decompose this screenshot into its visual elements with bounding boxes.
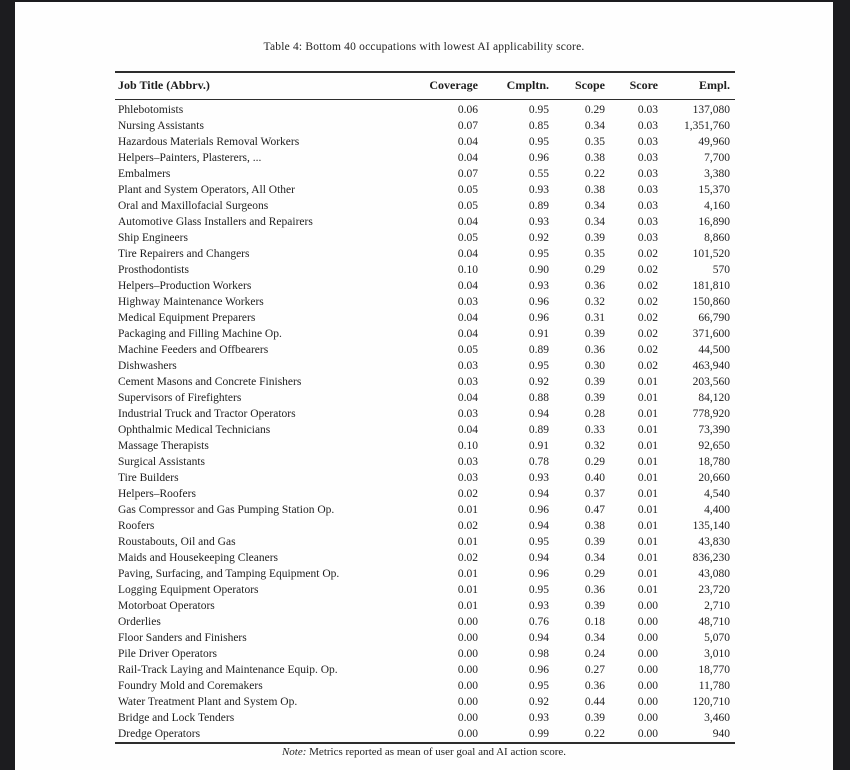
empl-cell: 43,080: [698, 568, 730, 580]
table-row: [115, 534, 735, 550]
table-header: [115, 72, 735, 100]
score-cell: 0.02: [637, 296, 658, 308]
scope-cell: 0.39: [584, 376, 605, 388]
occupations-table: [115, 71, 735, 744]
score-cell: 0.00: [637, 712, 658, 724]
cmpltn-cell: 0.96: [528, 504, 549, 516]
coverage-cell: 0.00: [457, 616, 478, 628]
scope-cell: 0.39: [584, 232, 605, 244]
empl-cell: 4,400: [704, 504, 730, 516]
table-row: [115, 150, 735, 166]
cmpltn-cell: 0.95: [528, 584, 549, 596]
cmpltn-cell: 0.92: [528, 376, 549, 388]
scope-cell: 0.39: [584, 600, 605, 612]
score-cell: 0.02: [637, 312, 658, 324]
empl-cell: 44,500: [698, 344, 730, 356]
scope-cell: 0.47: [584, 504, 605, 516]
job-title-cell: Helpers–Painters, Plasterers, ...: [118, 152, 262, 164]
coverage-cell: 0.04: [457, 328, 478, 340]
coverage-cell: 0.00: [457, 632, 478, 644]
coverage-cell: 0.00: [457, 728, 478, 740]
cmpltn-cell: 0.94: [528, 408, 549, 420]
job-title-cell: Bridge and Lock Tenders: [118, 712, 235, 724]
empl-cell: 135,140: [692, 520, 730, 532]
score-cell: 0.00: [637, 616, 658, 628]
coverage-cell: 0.00: [457, 696, 478, 708]
score-cell: 0.01: [637, 408, 658, 420]
score-cell: 0.01: [637, 568, 658, 580]
cmpltn-cell: 0.95: [528, 136, 549, 148]
table-row: [115, 550, 735, 566]
header-job-title: Job Title (Abbrv.): [115, 72, 415, 100]
scope-cell: 0.36: [584, 344, 605, 356]
coverage-cell: 0.06: [457, 104, 478, 116]
scope-cell: 0.38: [584, 152, 605, 164]
scope-cell: 0.35: [584, 136, 605, 148]
coverage-cell: 0.01: [457, 584, 478, 596]
empl-cell: 150,860: [692, 296, 730, 308]
cmpltn-cell: 0.96: [528, 296, 549, 308]
job-title-cell: Dishwashers: [118, 360, 177, 372]
table-row: [115, 262, 735, 278]
scope-cell: 0.24: [584, 648, 605, 660]
scope-cell: 0.34: [584, 200, 605, 212]
job-title-cell: Machine Feeders and Offbearers: [118, 344, 269, 356]
cmpltn-cell: 0.93: [528, 712, 549, 724]
coverage-cell: 0.10: [457, 440, 478, 452]
cmpltn-cell: 0.78: [528, 456, 549, 468]
empl-cell: 20,660: [698, 472, 730, 484]
table-row: [115, 278, 735, 294]
table-row: [115, 374, 735, 390]
job-title-cell: Automotive Glass Installers and Repairers: [118, 216, 313, 228]
score-cell: 0.01: [637, 456, 658, 468]
job-title-cell: Medical Equipment Preparers: [118, 312, 256, 324]
score-cell: 0.01: [637, 520, 658, 532]
header-coverage: Coverage: [415, 72, 478, 100]
job-title-cell: Surgical Assistants: [118, 456, 206, 468]
empl-cell: 43,830: [698, 536, 730, 548]
table-row: [115, 598, 735, 614]
coverage-cell: 0.00: [457, 712, 478, 724]
table-row: [115, 118, 735, 134]
job-title-cell: Packaging and Filling Machine Op.: [118, 328, 282, 340]
score-cell: 0.01: [637, 376, 658, 388]
job-title-cell: Industrial Truck and Tractor Operators: [118, 408, 296, 420]
empl-cell: 48,710: [698, 616, 730, 628]
job-title-cell: Ship Engineers: [118, 232, 188, 244]
table-row: [115, 182, 735, 198]
table-row: [115, 582, 735, 598]
empl-cell: 4,160: [704, 200, 730, 212]
scope-cell: 0.31: [584, 312, 605, 324]
coverage-cell: 0.07: [457, 120, 478, 132]
table-row: [115, 630, 735, 646]
score-cell: 0.03: [637, 232, 658, 244]
job-title-cell: Tire Builders: [118, 472, 179, 484]
job-title-cell: Highway Maintenance Workers: [118, 296, 264, 308]
job-title-cell: Oral and Maxillofacial Surgeons: [118, 200, 269, 212]
coverage-cell: 0.03: [457, 360, 478, 372]
job-title-cell: Helpers–Roofers: [118, 488, 196, 500]
score-cell: 0.00: [637, 696, 658, 708]
coverage-cell: 0.03: [457, 408, 478, 420]
score-cell: 0.03: [637, 216, 658, 228]
table-row: [115, 230, 735, 246]
scope-cell: 0.38: [584, 184, 605, 196]
table-caption: Table 4: Bottom 40 occupations with lowest AI applicability score.: [263, 41, 585, 53]
scope-cell: 0.39: [584, 536, 605, 548]
empl-cell: 2,710: [704, 600, 730, 612]
coverage-cell: 0.01: [457, 600, 478, 612]
table-row: [115, 646, 735, 662]
cmpltn-cell: 0.93: [528, 600, 549, 612]
job-title-cell: Motorboat Operators: [118, 600, 215, 612]
cmpltn-cell: 0.93: [528, 280, 549, 292]
table-row: [115, 438, 735, 454]
score-cell: 0.02: [637, 248, 658, 260]
empl-cell: 66,790: [698, 312, 730, 324]
cmpltn-cell: 0.91: [528, 440, 549, 452]
score-cell: 0.02: [637, 280, 658, 292]
empl-cell: 778,920: [692, 408, 730, 420]
table-row: [115, 342, 735, 358]
job-title-cell: Ophthalmic Medical Technicians: [118, 424, 271, 436]
coverage-cell: 0.03: [457, 376, 478, 388]
empl-cell: 3,460: [704, 712, 730, 724]
cmpltn-cell: 0.93: [528, 216, 549, 228]
scope-cell: 0.22: [584, 168, 605, 180]
score-cell: 0.01: [637, 552, 658, 564]
cmpltn-cell: 0.55: [528, 168, 549, 180]
empl-cell: 18,780: [698, 456, 730, 468]
coverage-cell: 0.01: [457, 536, 478, 548]
table-row: [115, 100, 735, 119]
cmpltn-cell: 0.94: [528, 488, 549, 500]
table-row: [115, 166, 735, 182]
empl-cell: 1,351,760: [684, 120, 730, 132]
cmpltn-cell: 0.98: [528, 648, 549, 660]
table-row: [115, 486, 735, 502]
scope-cell: 0.34: [584, 632, 605, 644]
scope-cell: 0.32: [584, 440, 605, 452]
empl-cell: 5,070: [704, 632, 730, 644]
scope-cell: 0.36: [584, 280, 605, 292]
table-row: [115, 518, 735, 534]
scope-cell: 0.29: [584, 104, 605, 116]
job-title-cell: Roustabouts, Oil and Gas: [118, 536, 236, 548]
scope-cell: 0.37: [584, 488, 605, 500]
cmpltn-cell: 0.95: [528, 360, 549, 372]
cmpltn-cell: 0.85: [528, 120, 549, 132]
coverage-cell: 0.00: [457, 680, 478, 692]
scope-cell: 0.36: [584, 584, 605, 596]
score-cell: 0.00: [637, 728, 658, 740]
note-text: Metrics reported as mean of user goal and AI action score.: [309, 746, 567, 758]
cmpltn-cell: 0.95: [528, 536, 549, 548]
scope-cell: 0.29: [584, 456, 605, 468]
job-title-cell: Dredge Operators: [118, 728, 201, 740]
score-cell: 0.00: [637, 680, 658, 692]
score-cell: 0.03: [637, 120, 658, 132]
table-body: [115, 100, 735, 744]
scope-cell: 0.32: [584, 296, 605, 308]
empl-cell: 18,770: [698, 664, 730, 676]
coverage-cell: 0.10: [457, 264, 478, 276]
scope-cell: 0.34: [584, 120, 605, 132]
score-cell: 0.03: [637, 136, 658, 148]
score-cell: 0.01: [637, 536, 658, 548]
table-row: [115, 358, 735, 374]
coverage-cell: 0.04: [457, 216, 478, 228]
header-cmpltn: Cmpltn.: [478, 72, 549, 100]
paper-page: [15, 2, 833, 770]
table-row: [115, 470, 735, 486]
empl-cell: 836,230: [692, 552, 730, 564]
coverage-cell: 0.00: [457, 664, 478, 676]
scope-cell: 0.35: [584, 248, 605, 260]
empl-cell: 371,600: [692, 328, 730, 340]
score-cell: 0.00: [637, 600, 658, 612]
coverage-cell: 0.03: [457, 456, 478, 468]
scope-cell: 0.33: [584, 424, 605, 436]
score-cell: 0.00: [637, 648, 658, 660]
scope-cell: 0.29: [584, 568, 605, 580]
job-title-cell: Logging Equipment Operators: [118, 584, 259, 596]
job-title-cell: Tire Repairers and Changers: [118, 248, 250, 260]
table-row: [115, 310, 735, 326]
cmpltn-cell: 0.96: [528, 312, 549, 324]
score-cell: 0.03: [637, 168, 658, 180]
coverage-cell: 0.05: [457, 200, 478, 212]
scope-cell: 0.22: [584, 728, 605, 740]
empl-cell: 16,890: [698, 216, 730, 228]
score-cell: 0.01: [637, 392, 658, 404]
score-cell: 0.01: [637, 488, 658, 500]
empl-cell: 463,940: [692, 360, 730, 372]
scope-cell: 0.34: [584, 216, 605, 228]
coverage-cell: 0.02: [457, 488, 478, 500]
scope-cell: 0.18: [584, 616, 605, 628]
empl-cell: 7,700: [704, 152, 730, 164]
table-row: [115, 454, 735, 470]
cmpltn-cell: 0.94: [528, 552, 549, 564]
job-title-cell: Hazardous Materials Removal Workers: [118, 136, 300, 148]
score-cell: 0.01: [637, 504, 658, 516]
job-title-cell: Helpers–Production Workers: [118, 280, 252, 292]
cmpltn-cell: 0.93: [528, 184, 549, 196]
scope-cell: 0.30: [584, 360, 605, 372]
coverage-cell: 0.03: [457, 472, 478, 484]
cmpltn-cell: 0.90: [528, 264, 549, 276]
score-cell: 0.02: [637, 344, 658, 356]
coverage-cell: 0.04: [457, 280, 478, 292]
table-row: [115, 662, 735, 678]
coverage-cell: 0.04: [457, 152, 478, 164]
cmpltn-cell: 0.88: [528, 392, 549, 404]
coverage-cell: 0.01: [457, 504, 478, 516]
table-row: [115, 614, 735, 630]
scope-cell: 0.34: [584, 552, 605, 564]
coverage-cell: 0.02: [457, 520, 478, 532]
table-row: [115, 246, 735, 262]
scope-cell: 0.28: [584, 408, 605, 420]
scope-cell: 0.29: [584, 264, 605, 276]
job-title-cell: Water Treatment Plant and System Op.: [118, 696, 298, 708]
coverage-cell: 0.05: [457, 184, 478, 196]
job-title-cell: Paving, Surfacing, and Tamping Equipment Op.: [118, 568, 340, 580]
cmpltn-cell: 0.89: [528, 344, 549, 356]
table-row: [115, 566, 735, 582]
score-cell: 0.02: [637, 264, 658, 276]
scope-cell: 0.40: [584, 472, 605, 484]
job-title-cell: Phlebotomists: [118, 104, 184, 116]
job-title-cell: Maids and Housekeeping Cleaners: [118, 552, 279, 564]
table-container: [115, 71, 735, 744]
table-row: [115, 134, 735, 150]
empl-cell: 84,120: [698, 392, 730, 404]
cmpltn-cell: 0.89: [528, 424, 549, 436]
cmpltn-cell: 0.89: [528, 200, 549, 212]
table-row: [115, 294, 735, 310]
empl-cell: 181,810: [692, 280, 730, 292]
job-title-cell: Foundry Mold and Coremakers: [118, 680, 263, 692]
score-cell: 0.01: [637, 440, 658, 452]
empl-cell: 137,080: [692, 104, 730, 116]
cmpltn-cell: 0.95: [528, 104, 549, 116]
scope-cell: 0.44: [584, 696, 605, 708]
coverage-cell: 0.05: [457, 344, 478, 356]
empl-cell: 73,390: [698, 424, 730, 436]
scope-cell: 0.36: [584, 680, 605, 692]
score-cell: 0.03: [637, 104, 658, 116]
job-title-cell: Prosthodontists: [118, 264, 189, 276]
coverage-cell: 0.04: [457, 424, 478, 436]
header-scope: Scope: [549, 72, 605, 100]
empl-cell: 4,540: [704, 488, 730, 500]
score-cell: 0.00: [637, 664, 658, 676]
scope-cell: 0.39: [584, 392, 605, 404]
coverage-cell: 0.04: [457, 312, 478, 324]
table-row: [115, 214, 735, 230]
table-row: [115, 502, 735, 518]
cmpltn-cell: 0.93: [528, 472, 549, 484]
job-title-cell: Nursing Assistants: [118, 120, 204, 132]
coverage-cell: 0.07: [457, 168, 478, 180]
cmpltn-cell: 0.94: [528, 632, 549, 644]
score-cell: 0.03: [637, 200, 658, 212]
score-cell: 0.01: [637, 472, 658, 484]
job-title-cell: Embalmers: [118, 168, 171, 180]
empl-cell: 11,780: [698, 680, 730, 692]
scope-cell: 0.39: [584, 712, 605, 724]
job-title-cell: Cement Masons and Concrete Finishers: [118, 376, 302, 388]
coverage-cell: 0.02: [457, 552, 478, 564]
empl-cell: 570: [712, 264, 730, 276]
table-row: [115, 710, 735, 726]
empl-cell: 49,960: [698, 136, 730, 148]
table-row: [115, 390, 735, 406]
table-row: [115, 694, 735, 710]
cmpltn-cell: 0.96: [528, 664, 549, 676]
score-cell: 0.02: [637, 328, 658, 340]
coverage-cell: 0.05: [457, 232, 478, 244]
empl-cell: 940: [712, 728, 730, 740]
coverage-cell: 0.03: [457, 296, 478, 308]
score-cell: 0.01: [637, 424, 658, 436]
score-cell: 0.03: [637, 184, 658, 196]
cmpltn-cell: 0.99: [528, 728, 549, 740]
job-title-cell: Plant and System Operators, All Other: [118, 184, 295, 196]
empl-cell: 120,710: [692, 696, 730, 708]
job-title-cell: Orderlies: [118, 616, 161, 628]
viewer-dark-edge-left: [0, 0, 15, 770]
cmpltn-cell: 0.96: [528, 152, 549, 164]
coverage-cell: 0.04: [457, 136, 478, 148]
table-note: [15, 746, 833, 758]
score-cell: 0.01: [637, 584, 658, 596]
cmpltn-cell: 0.94: [528, 520, 549, 532]
scope-cell: 0.38: [584, 520, 605, 532]
coverage-cell: 0.01: [457, 568, 478, 580]
job-title-cell: Floor Sanders and Finishers: [118, 632, 247, 644]
job-title-cell: Pile Driver Operators: [118, 648, 217, 660]
score-cell: 0.00: [637, 632, 658, 644]
job-title-cell: Roofers: [118, 520, 155, 532]
cmpltn-cell: 0.95: [528, 680, 549, 692]
header-empl: Empl.: [658, 72, 735, 100]
empl-cell: 15,370: [698, 184, 730, 196]
table-row: [115, 726, 735, 743]
job-title-cell: Supervisors of Firefighters: [118, 392, 242, 404]
cmpltn-cell: 0.92: [528, 696, 549, 708]
note-label: Note:: [281, 746, 307, 758]
empl-cell: 8,860: [704, 232, 730, 244]
score-cell: 0.02: [637, 360, 658, 372]
header-row: [115, 72, 735, 100]
empl-cell: 3,010: [704, 648, 730, 660]
cmpltn-cell: 0.76: [528, 616, 549, 628]
coverage-cell: 0.04: [457, 392, 478, 404]
score-cell: 0.03: [637, 152, 658, 164]
empl-cell: 92,650: [698, 440, 730, 452]
header-score: Score: [605, 72, 658, 100]
scope-cell: 0.39: [584, 328, 605, 340]
empl-cell: 23,720: [698, 584, 730, 596]
table-row: [115, 198, 735, 214]
cmpltn-cell: 0.96: [528, 568, 549, 580]
cmpltn-cell: 0.95: [528, 248, 549, 260]
viewer-dark-edge-right: [833, 0, 850, 770]
cmpltn-cell: 0.91: [528, 328, 549, 340]
table-row: [115, 678, 735, 694]
empl-cell: 101,520: [692, 248, 730, 260]
empl-cell: 203,560: [692, 376, 730, 388]
table-row: [115, 422, 735, 438]
coverage-cell: 0.04: [457, 248, 478, 260]
scope-cell: 0.27: [584, 664, 605, 676]
table-row: [115, 326, 735, 342]
job-title-cell: Massage Therapists: [118, 440, 209, 452]
cmpltn-cell: 0.92: [528, 232, 549, 244]
job-title-cell: Gas Compressor and Gas Pumping Station Op.: [118, 504, 335, 516]
job-title-cell: Rail-Track Laying and Maintenance Equip. Op.: [118, 664, 338, 676]
empl-cell: 3,380: [704, 168, 730, 180]
coverage-cell: 0.00: [457, 648, 478, 660]
table-row: [115, 406, 735, 422]
